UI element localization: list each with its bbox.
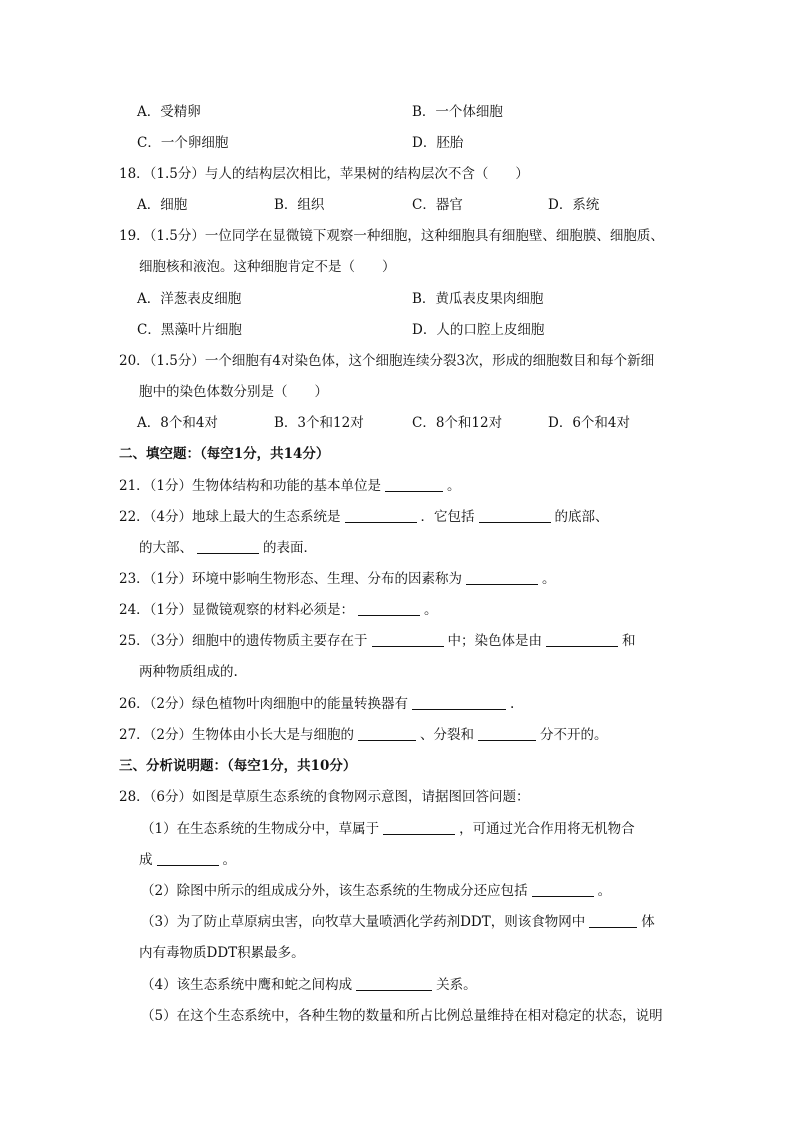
q24-text: 24．（1分）显微镜观察的材料必须是： <box>119 602 355 618</box>
q17-option-a: A．受精卵 <box>137 104 201 120</box>
q28-part3-line1 <box>141 912 655 932</box>
q28-part3-line2: 内有毒物质DDT积累最多。 <box>139 945 305 961</box>
q28-part1-line1 <box>141 819 635 839</box>
q22-text-d: 的大部、 <box>139 540 193 556</box>
q28-p1-text-c: 成 <box>139 852 153 868</box>
q28-p2-text: （2）除图中所示的组成成分外，该生态系统的生物成分还应包括 <box>141 883 528 899</box>
answer-blank[interactable] <box>383 820 455 835</box>
q20-option-d: D．6个和4对 <box>548 415 631 431</box>
answer-blank[interactable] <box>385 477 443 492</box>
answer-blank[interactable] <box>372 632 444 647</box>
answer-blank[interactable] <box>589 913 637 928</box>
q22-line2 <box>139 538 317 558</box>
q27-text-b: 、分裂和 <box>420 727 475 743</box>
answer-blank[interactable] <box>356 976 432 991</box>
q28-p1-text-b: ，可通过光合作用将无机物合 <box>459 821 635 837</box>
q27-end: 分不开的。 <box>540 727 608 743</box>
answer-blank[interactable] <box>478 726 536 741</box>
q20-option-b: B．3个和12对 <box>274 415 364 431</box>
q28-part5: （5）在这个生态系统中，各种生物的数量和所占比例总量维持在相对稳定的状态，说明 <box>141 1008 663 1024</box>
q17-option-b: B．一个体细胞 <box>412 104 503 120</box>
q19-option-c: C．黑藻叶片细胞 <box>137 322 242 338</box>
q26 <box>119 694 514 714</box>
q19-option-d: D．人的口腔上皮细胞 <box>412 322 545 338</box>
q27-text: 27．（2分）生物体由小长大是与细胞的 <box>119 727 355 743</box>
q19-option-a: A．洋葱表皮细胞 <box>137 291 242 307</box>
q28-p2-end: 。 <box>597 883 612 899</box>
q22-text-b: ．它包括 <box>420 509 475 525</box>
q25-text: 25．（3分）细胞中的遗传物质主要存在于 <box>119 633 368 649</box>
q20-stem-line2: 胞中的染色体数分别是（ ） <box>139 384 328 400</box>
answer-blank[interactable] <box>532 882 594 897</box>
q24-end: 。 <box>424 602 438 618</box>
q20-option-a: A．8个和4对 <box>137 415 218 431</box>
q18-option-a: A．细胞 <box>137 197 188 213</box>
q28-part4 <box>141 975 477 995</box>
q28-p3-text: （3）为了防止草原病虫害，向牧草大量喷洒化学药剂DDT，则该食物网中 <box>141 914 586 930</box>
answer-blank[interactable] <box>358 601 420 616</box>
q28-part2 <box>141 881 611 901</box>
q23-text: 23．（1分）环境中影响生物形态、生理、分布的因素称为 <box>119 571 463 587</box>
q17-option-d: D．胚胎 <box>412 135 464 151</box>
q24 <box>119 600 438 620</box>
q25-line2: 两种物质组成的. <box>139 664 238 680</box>
q28-part1-line2 <box>139 850 236 870</box>
answer-blank[interactable] <box>466 570 538 585</box>
q28-p1-text-d: 。 <box>222 852 236 868</box>
q18-option-b: B．组织 <box>274 197 325 213</box>
answer-blank[interactable] <box>479 508 551 523</box>
q17-option-c: C．一个卵细胞 <box>137 135 229 151</box>
q25-text-c: 和 <box>622 633 636 649</box>
q21-text: 21．（1分）生物体结构和功能的基本单位是 <box>119 478 382 494</box>
answer-blank[interactable] <box>345 508 417 523</box>
q19-stem-line2: 细胞核和液泡。这种细胞肯定不是（ ） <box>139 259 396 275</box>
q23 <box>119 569 556 589</box>
q20-stem-line1: 20．（1.5分）一个细胞有4对染色体，这个细胞连续分裂3次，形成的细胞数目和每个新细 <box>119 353 655 369</box>
q28-p1-text: （1）在生态系统的生物成分中，草属于 <box>141 821 380 837</box>
q20-option-c: C．8个和12对 <box>412 415 503 431</box>
q18-option-d: D．系统 <box>548 197 600 213</box>
q21 <box>119 476 461 496</box>
q22-text: 22．（4分）地球上最大的生态系统是 <box>119 509 341 525</box>
q22-text-c: 的底部、 <box>554 509 609 525</box>
section-fill-in-title: 二、填空题：（每空1分，共14分） <box>119 446 330 462</box>
answer-blank[interactable] <box>358 726 416 741</box>
q25-text-b: 中；染色体是由 <box>447 633 543 649</box>
q28-stem: 28．（6分）如图是草原生态系统的食物网示意图，请据图回答问题： <box>119 789 530 805</box>
q28-p4-end: 关系。 <box>436 977 477 993</box>
q22-line1 <box>119 507 609 527</box>
answer-blank[interactable] <box>546 632 618 647</box>
section-analysis-title: 三、分析说明题：（每空1分，共10分） <box>119 758 357 774</box>
q21-end: 。 <box>447 478 461 494</box>
answer-blank[interactable] <box>157 851 219 866</box>
q18-option-c: C．器官 <box>412 197 463 213</box>
q28-p3-text-b: 体 <box>641 914 655 930</box>
q22-text-e: 的表面． <box>263 540 317 556</box>
q26-text: 26．（2分）绿色植物叶肉细胞中的能量转换器有 <box>119 696 409 712</box>
answer-blank[interactable] <box>412 695 506 710</box>
q19-stem-line1: 19．（1.5分）一位同学在显微镜下观察一种细胞，这种细胞具有细胞壁、细胞膜、细胞质、 <box>119 228 664 244</box>
q23-end: 。 <box>542 571 556 587</box>
q28-p4-text: （4）该生态系统中鹰和蛇之间构成 <box>141 977 353 993</box>
q27 <box>119 725 608 745</box>
q26-end: . <box>510 696 515 712</box>
answer-blank[interactable] <box>197 539 259 554</box>
q25-line1 <box>119 631 636 651</box>
q18-stem: 18．（1.5分）与人的结构层次相比，苹果树的结构层次不含（ ） <box>119 166 529 182</box>
q19-option-b: B．黄瓜表皮果肉细胞 <box>412 291 544 307</box>
